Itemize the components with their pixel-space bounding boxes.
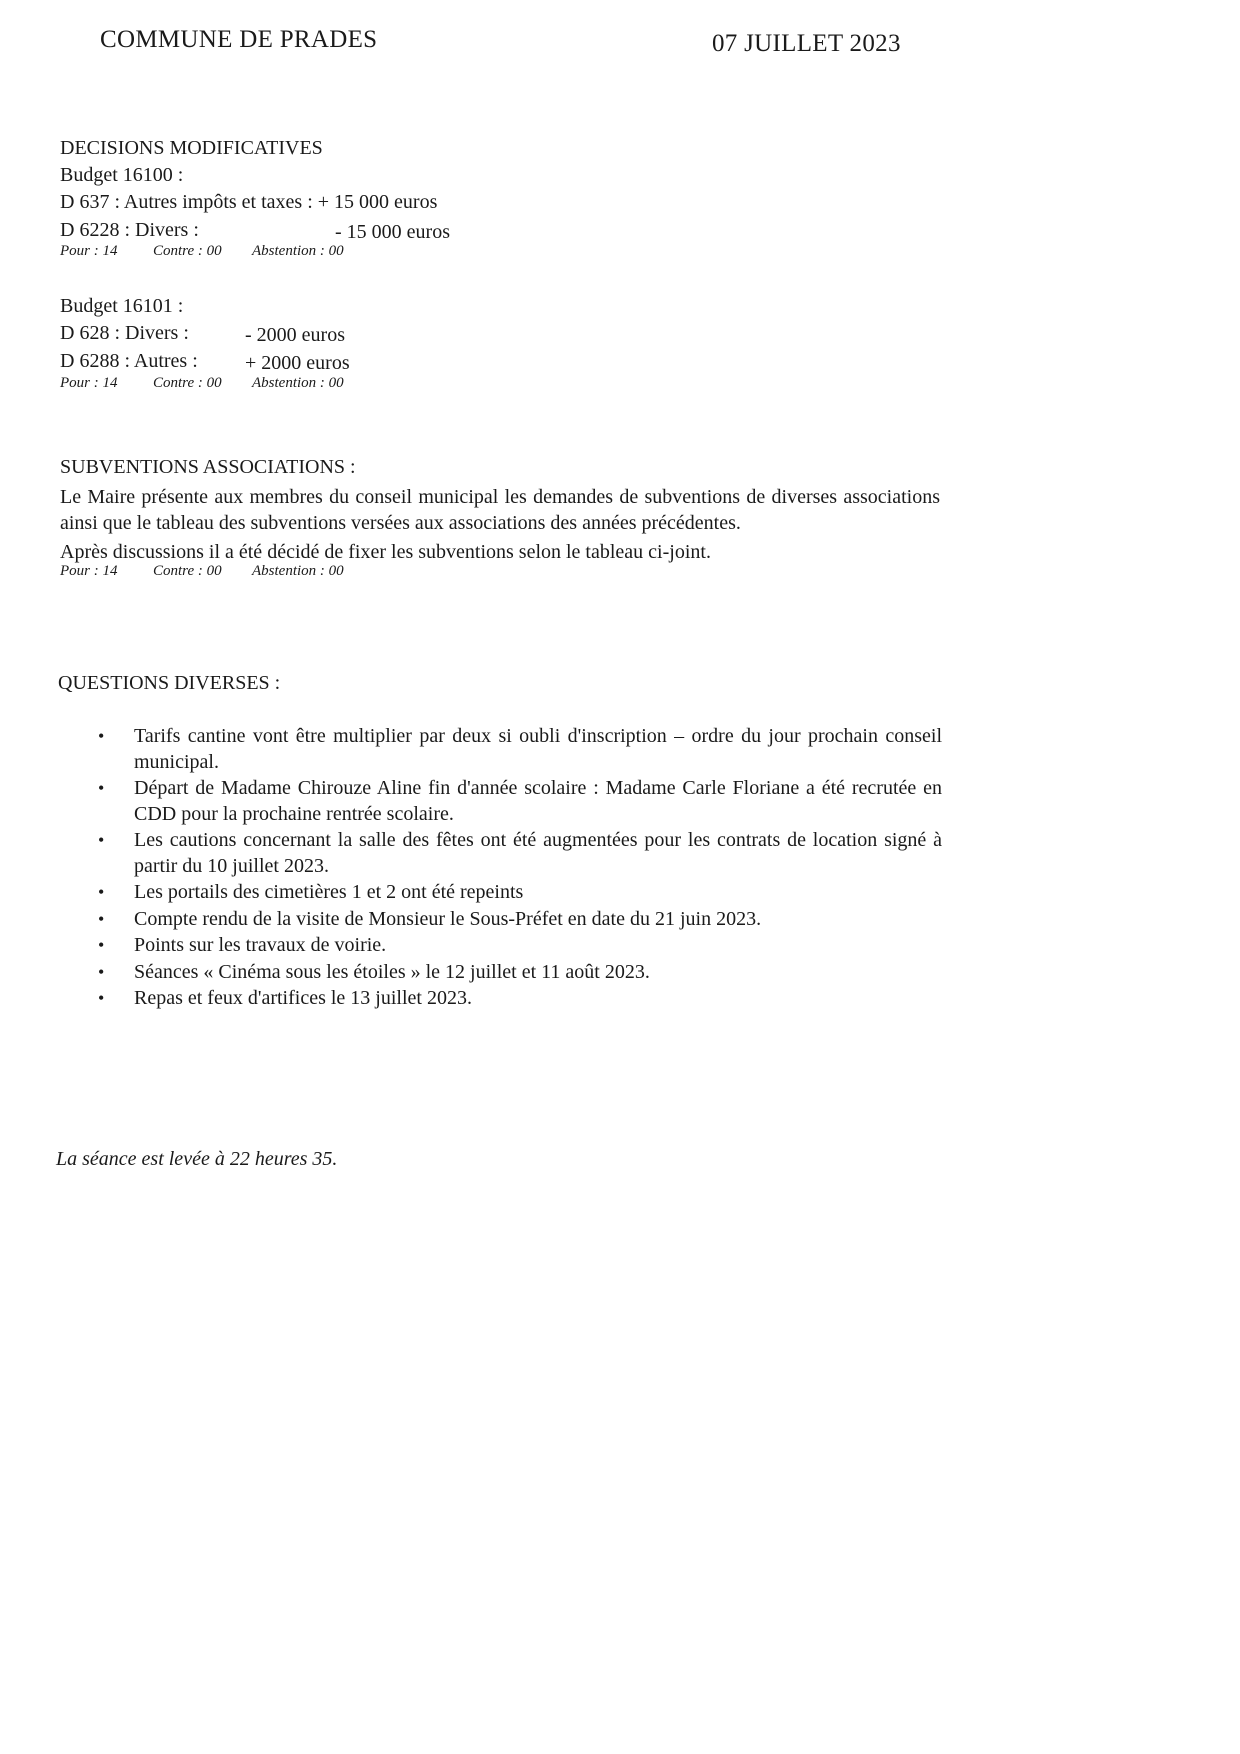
document-date: 07 JUILLET 2023 bbox=[712, 30, 901, 57]
vote-budget-16101 bbox=[60, 375, 344, 392]
vote-budget-16100 bbox=[60, 243, 344, 260]
decisions-title: DECISIONS MODIFICATIVES bbox=[60, 137, 323, 159]
bullet-icon: • bbox=[98, 908, 105, 929]
vote-abstention: Abstention : 00 bbox=[252, 375, 344, 391]
question-item-text: Séances « Cinéma sous les étoiles » le 12 juillet et 11 août 2023. bbox=[134, 960, 650, 983]
vote-pour: Pour : 14 bbox=[60, 563, 118, 579]
budget-16101-line-6288-amount: + 2000 euros bbox=[245, 352, 350, 374]
bullet-icon: • bbox=[98, 988, 105, 1008]
question-item bbox=[92, 986, 942, 1012]
subventions-title: SUBVENTIONS ASSOCIATIONS : bbox=[60, 456, 356, 478]
bullet-icon: • bbox=[98, 935, 105, 955]
closing-statement: La séance est levée à 22 heures 35. bbox=[56, 1148, 338, 1170]
question-item-text: Tarifs cantine vont être multiplier par deux si oubli d'inscription – ordre du jour prochain conseil municipal. bbox=[134, 725, 942, 773]
budget-16101-line-628-amount: - 2000 euros bbox=[245, 324, 345, 346]
commune-name: COMMUNE DE PRADES bbox=[100, 26, 378, 53]
question-item-text: Compte rendu de la visite de Monsieur le Sous-Préfet en date du 21 juin 2023. bbox=[134, 907, 762, 930]
subventions-decision: Après discussions il a été décidé de fixer les subventions selon le tableau ci-joint. bbox=[60, 541, 711, 563]
bullet-icon: • bbox=[98, 726, 105, 746]
vote-contre: Contre : 00 bbox=[153, 243, 222, 259]
vote-abstention: Abstention : 00 bbox=[252, 243, 344, 259]
question-item-text: Les cautions concernant la salle des fêtes ont été augmentées pour les contrats de location signé à partir du 10 juillet 2023. bbox=[134, 829, 942, 877]
vote-contre: Contre : 00 bbox=[153, 375, 222, 391]
budget-16100-line-637: D 637 : Autres impôts et taxes : + 15 000 euros bbox=[60, 191, 438, 213]
question-item-text: Les portails des cimetières 1 et 2 ont été repeints bbox=[134, 881, 524, 903]
bullet-icon: • bbox=[98, 882, 105, 902]
question-item bbox=[92, 880, 942, 906]
question-item bbox=[92, 933, 942, 959]
bullet-icon: • bbox=[98, 830, 105, 850]
vote-pour: Pour : 14 bbox=[60, 243, 118, 259]
question-item-text: Points sur les travaux de voirie. bbox=[134, 934, 387, 956]
budget-16101-label: Budget 16101 : bbox=[60, 295, 184, 317]
budget-16100-label: Budget 16100 : bbox=[60, 164, 184, 186]
questions-title: QUESTIONS DIVERSES : bbox=[58, 672, 281, 694]
bullet-icon: • bbox=[98, 961, 105, 982]
question-item bbox=[92, 828, 942, 879]
vote-abstention: Abstention : 00 bbox=[252, 563, 344, 579]
budget-16100-line-6228-amount: - 15 000 euros bbox=[335, 221, 450, 243]
questions-list bbox=[92, 724, 942, 1013]
question-item-text: Départ de Madame Chirouze Aline fin d'année scolaire : Madame Carle Floriane a été recrutée en CDD pour la prochaine rentrée scolaire. bbox=[134, 777, 942, 825]
vote-contre: Contre : 00 bbox=[153, 563, 222, 579]
question-item bbox=[92, 724, 942, 775]
question-item bbox=[92, 776, 942, 827]
question-item bbox=[92, 907, 942, 933]
budget-16101-line-628-label: D 628 : Divers : bbox=[60, 322, 189, 344]
vote-subventions bbox=[60, 563, 344, 580]
question-item-text: Repas et feux d'artifices le 13 juillet 2023. bbox=[134, 987, 472, 1009]
question-item bbox=[92, 960, 942, 986]
subventions-paragraph: Le Maire présente aux membres du conseil municipal les demandes de subventions de diverses associations ainsi que le tableau des subventions versées aux associations des années précédentes. bbox=[60, 486, 940, 534]
budget-16101-line-6288-label: D 6288 : Autres : bbox=[60, 350, 198, 372]
bullet-icon: • bbox=[98, 778, 105, 798]
vote-pour: Pour : 14 bbox=[60, 375, 118, 391]
budget-16100-line-6228-label: D 6228 : Divers : bbox=[60, 219, 199, 241]
